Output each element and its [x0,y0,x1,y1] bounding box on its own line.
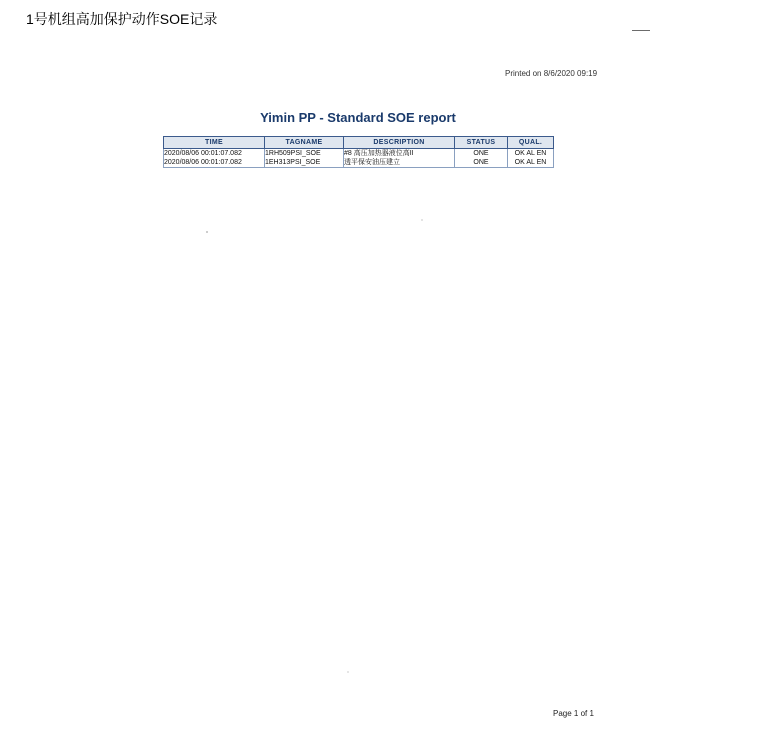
table-header-row [164,137,554,149]
cell-tagname: 1RH509PSI_SOE [265,149,344,159]
soe-report-table [163,136,548,168]
table-row [164,158,554,168]
page-title: 1号机组高加保护动作SOE记录 [26,11,218,27]
cell-description: 透平保安油压建立 [344,158,455,168]
cell-qual: OK AL EN [508,149,554,159]
scan-speck [347,671,349,673]
column-header-status: STATUS [455,137,508,149]
printed-on-timestamp: Printed on 8/6/2020 09:19 [505,69,598,78]
table-row [164,149,554,159]
column-header-description: DESCRIPTION [344,137,455,149]
report-heading: Yimin PP - Standard SOE report [260,110,456,125]
scan-speck [206,231,208,233]
cell-description: #8 高压加热器液位高II [344,149,455,159]
page-footer: Page 1 of 1 [553,709,594,718]
cell-time: 2020/08/06 00:01:07.082 [164,149,265,159]
cell-status: ONE [455,149,508,159]
top-right-dash-mark [632,30,650,31]
cell-tagname: 1EH313PSI_SOE [265,158,344,168]
cell-qual: OK AL EN [508,158,554,168]
scan-speck [421,219,423,221]
column-header-qual: QUAL. [508,137,554,149]
cell-time: 2020/08/06 00:01:07.082 [164,158,265,168]
cell-status: ONE [455,158,508,168]
column-header-time: TIME [164,137,265,149]
column-header-tagname: TAGNAME [265,137,344,149]
